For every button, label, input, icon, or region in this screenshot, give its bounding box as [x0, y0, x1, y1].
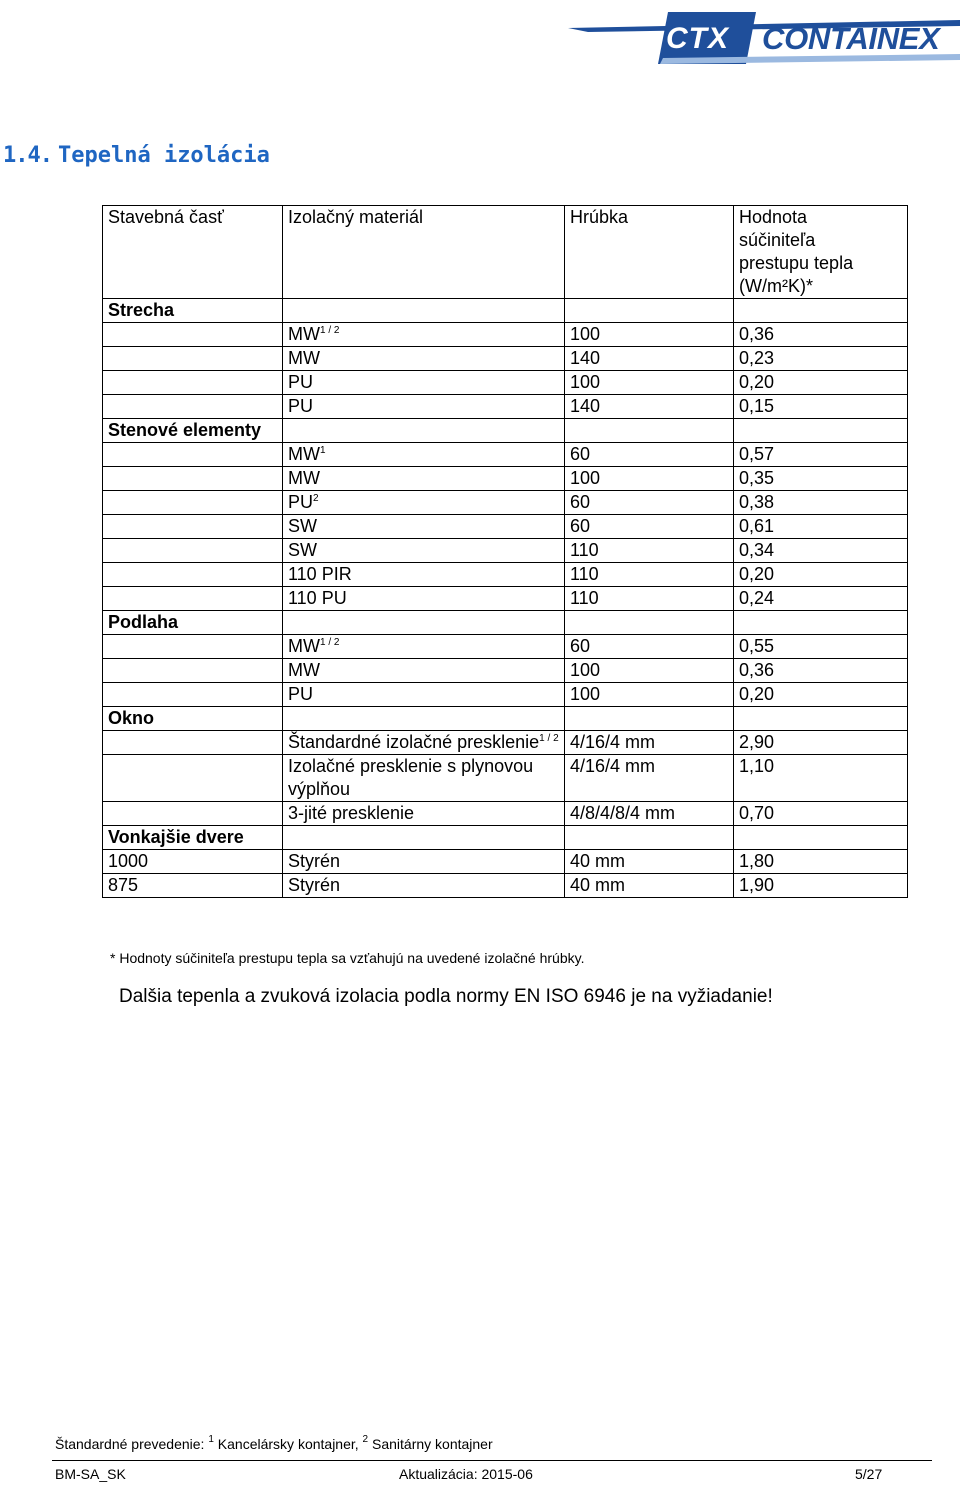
- part-cell: [103, 802, 283, 826]
- part-cell: [103, 563, 283, 587]
- header-value-text: Hodnota súčiniteľa prestupu tepla (W/m²K)*: [739, 207, 854, 296]
- value-cell: 0,24: [734, 587, 908, 611]
- part-cell: [103, 347, 283, 371]
- material-text: MW: [288, 468, 320, 488]
- part-cell: [103, 515, 283, 539]
- legend-prefix: Štandardné prevedenie:: [55, 1436, 209, 1452]
- empty-cell: [565, 611, 734, 635]
- material-text: Štandardné izolačné presklenie: [288, 732, 540, 752]
- table-row: [103, 802, 908, 826]
- material-cell: [283, 635, 565, 659]
- table-row: [103, 683, 908, 707]
- material-cell: [283, 539, 565, 563]
- section-title: Tepelná izolácia: [57, 143, 270, 168]
- table-row: [103, 515, 908, 539]
- part-cell: [103, 491, 283, 515]
- thickness-cell: 40 mm: [565, 874, 734, 898]
- thickness-cell: 110: [565, 563, 734, 587]
- value-cell: 0,61: [734, 515, 908, 539]
- header-value: [734, 206, 908, 299]
- table-header-row: [103, 206, 908, 299]
- thickness-cell: 110: [565, 539, 734, 563]
- section-row: [103, 826, 908, 850]
- section-name: Vonkajšie dvere: [103, 826, 283, 850]
- table-row: [103, 874, 908, 898]
- thickness-cell: 100: [565, 323, 734, 347]
- material-text: 110 PU: [288, 588, 347, 608]
- empty-cell: [734, 611, 908, 635]
- material-text: PU: [288, 372, 314, 392]
- material-cell: [283, 683, 565, 707]
- table-row: [103, 491, 908, 515]
- table-row: [103, 443, 908, 467]
- value-cell: 2,90: [734, 731, 908, 755]
- material-cell: [283, 347, 565, 371]
- material-footnote-mark: 1 / 2: [319, 637, 340, 648]
- value-cell: 0,57: [734, 443, 908, 467]
- table-row: [103, 539, 908, 563]
- empty-cell: [565, 419, 734, 443]
- section-name: Podlaha: [103, 611, 283, 635]
- table-row: [103, 755, 908, 802]
- material-cell: [283, 323, 565, 347]
- empty-cell: [283, 707, 565, 731]
- section-number: 1.4.: [3, 143, 52, 168]
- table-row: [103, 659, 908, 683]
- header-thickness: Hrúbka: [565, 206, 734, 299]
- table-row: [103, 731, 908, 755]
- part-cell: [103, 323, 283, 347]
- value-cell: 0,35: [734, 467, 908, 491]
- part-cell: 1000: [103, 850, 283, 874]
- material-text: MW: [288, 348, 320, 368]
- material-footnote-mark: 1: [319, 445, 326, 456]
- material-cell: [283, 515, 565, 539]
- availability-note: Dalšia tepenla a zvuková izolacia podla normy EN ISO 6946 je na vyžiadanie!: [119, 986, 773, 1007]
- empty-cell: [283, 826, 565, 850]
- thickness-cell: 60: [565, 515, 734, 539]
- value-cell: 0,20: [734, 371, 908, 395]
- legend-office: Kancelársky kontajner,: [213, 1436, 363, 1452]
- material-cell: [283, 563, 565, 587]
- thickness-cell: 140: [565, 395, 734, 419]
- material-text: Styrén: [288, 851, 341, 871]
- section-row: [103, 299, 908, 323]
- table-row: [103, 850, 908, 874]
- footer-divider: [52, 1460, 932, 1461]
- section-row: [103, 707, 908, 731]
- empty-cell: [734, 299, 908, 323]
- header-material: Izolačný materiál: [283, 206, 565, 299]
- material-cell: [283, 874, 565, 898]
- part-cell: [103, 683, 283, 707]
- material-cell: [283, 491, 565, 515]
- thickness-cell: 40 mm: [565, 850, 734, 874]
- empty-cell: [283, 299, 565, 323]
- part-cell: [103, 539, 283, 563]
- footer-legend: [55, 1436, 493, 1452]
- part-cell: [103, 371, 283, 395]
- thickness-cell: 100: [565, 371, 734, 395]
- table-row: [103, 563, 908, 587]
- value-cell: 1,80: [734, 850, 908, 874]
- empty-cell: [565, 826, 734, 850]
- material-text: PU: [288, 684, 314, 704]
- table-row: [103, 347, 908, 371]
- material-text: SW: [288, 516, 317, 536]
- material-text: 110 PIR: [288, 564, 352, 584]
- section-row: [103, 419, 908, 443]
- page-title: [3, 143, 270, 168]
- table-row: [103, 467, 908, 491]
- material-footnote-mark: 1 / 2: [539, 733, 559, 744]
- table-row: [103, 395, 908, 419]
- thickness-cell: 4/16/4 mm: [565, 731, 734, 755]
- material-cell: [283, 755, 565, 802]
- value-cell: 1,10: [734, 755, 908, 802]
- section-name: Stenové elementy: [103, 419, 283, 443]
- empty-cell: [283, 611, 565, 635]
- material-cell: [283, 395, 565, 419]
- thickness-cell: 60: [565, 491, 734, 515]
- table-footnote: * Hodnoty súčiniteľa prestupu tepla sa vzťahujú na uvedené izolačné hrúbky.: [110, 950, 585, 966]
- material-text: MW: [288, 660, 320, 680]
- thickness-cell: 100: [565, 683, 734, 707]
- legend-sup-1: 1: [208, 1434, 214, 1445]
- value-cell: 0,34: [734, 539, 908, 563]
- thickness-cell: 4/16/4 mm: [565, 755, 734, 802]
- material-cell: [283, 371, 565, 395]
- material-footnote-mark: 1 / 2: [319, 325, 340, 336]
- material-text: 3-jité presklenie: [288, 803, 415, 823]
- logo-brand-text: CONTAINEX: [762, 21, 940, 56]
- doc-code: BM-SA_SK: [55, 1466, 126, 1482]
- thickness-cell: 4/8/4/8/4 mm: [565, 802, 734, 826]
- material-footnote-mark: 2: [313, 493, 319, 504]
- empty-cell: [734, 826, 908, 850]
- part-cell: [103, 443, 283, 467]
- value-cell: 0,20: [734, 683, 908, 707]
- thickness-cell: 100: [565, 467, 734, 491]
- empty-cell: [565, 707, 734, 731]
- value-cell: 0,36: [734, 659, 908, 683]
- thickness-cell: 100: [565, 659, 734, 683]
- material-text: SW: [288, 540, 317, 560]
- part-cell: [103, 395, 283, 419]
- update-date: Aktualizácia: 2015-06: [399, 1466, 533, 1482]
- material-text: PU: [288, 492, 314, 512]
- empty-cell: [283, 419, 565, 443]
- table-row: [103, 323, 908, 347]
- material-text: MW: [288, 444, 320, 464]
- value-cell: 0,20: [734, 563, 908, 587]
- material-cell: [283, 659, 565, 683]
- empty-cell: [734, 419, 908, 443]
- material-text: Izolačné presklenie s plynovou výplňou: [288, 756, 534, 799]
- material-text: MW: [288, 636, 320, 656]
- value-cell: 0,70: [734, 802, 908, 826]
- part-cell: 875: [103, 874, 283, 898]
- logo-ctx-text: CTX: [666, 22, 729, 55]
- material-cell: [283, 443, 565, 467]
- part-cell: [103, 587, 283, 611]
- thickness-cell: 110: [565, 587, 734, 611]
- value-cell: 0,55: [734, 635, 908, 659]
- legend-sanitary: Sanitárny kontajner: [368, 1436, 493, 1452]
- material-text: PU: [288, 396, 314, 416]
- material-cell: [283, 850, 565, 874]
- section-name: Okno: [103, 707, 283, 731]
- material-text: MW: [288, 324, 320, 344]
- part-cell: [103, 659, 283, 683]
- material-cell: [283, 731, 565, 755]
- section-name: Strecha: [103, 299, 283, 323]
- empty-cell: [565, 299, 734, 323]
- thickness-cell: 60: [565, 443, 734, 467]
- thickness-cell: 140: [565, 347, 734, 371]
- section-row: [103, 611, 908, 635]
- table-row: [103, 371, 908, 395]
- header-part: Stavebná časť: [103, 206, 283, 299]
- containex-logo: [568, 10, 960, 66]
- table-row: [103, 635, 908, 659]
- part-cell: [103, 731, 283, 755]
- material-cell: [283, 802, 565, 826]
- value-cell: 0,23: [734, 347, 908, 371]
- material-cell: [283, 587, 565, 611]
- thickness-cell: 60: [565, 635, 734, 659]
- value-cell: 1,90: [734, 874, 908, 898]
- part-cell: [103, 755, 283, 802]
- value-cell: 0,36: [734, 323, 908, 347]
- empty-cell: [734, 707, 908, 731]
- part-cell: [103, 467, 283, 491]
- table-row: [103, 587, 908, 611]
- value-cell: 0,15: [734, 395, 908, 419]
- insulation-table: [102, 205, 908, 898]
- page-number: 5/27: [855, 1466, 883, 1482]
- value-cell: 0,38: [734, 491, 908, 515]
- material-cell: [283, 467, 565, 491]
- part-cell: [103, 635, 283, 659]
- material-text: Styrén: [288, 875, 341, 895]
- legend-sup-2: 2: [362, 1434, 369, 1445]
